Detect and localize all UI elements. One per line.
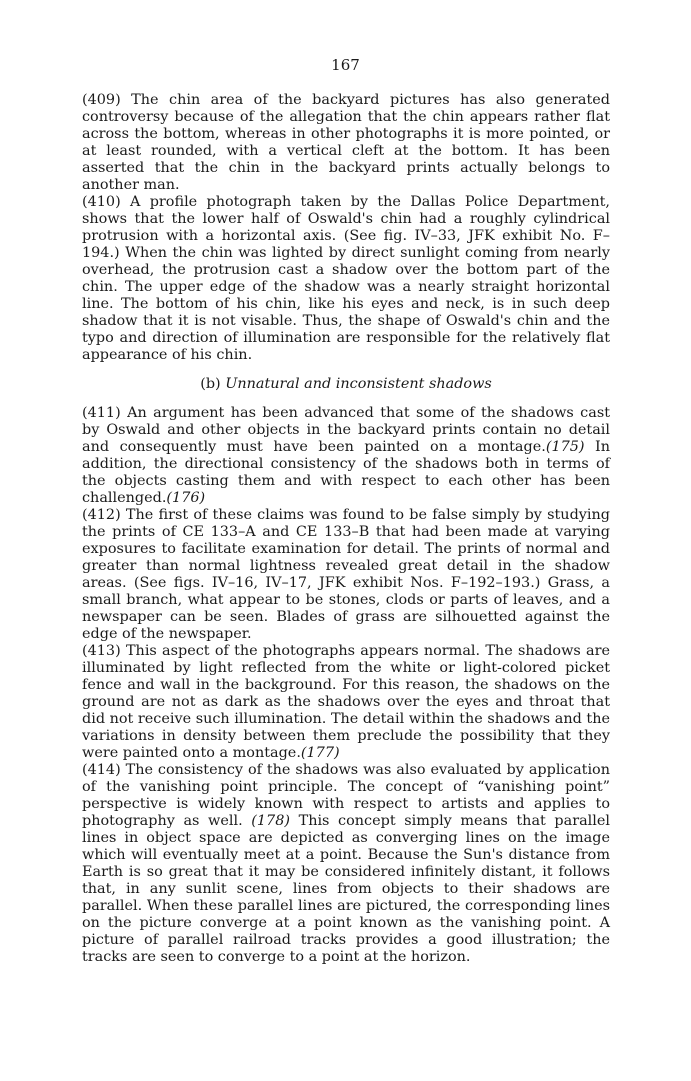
paragraph-number: (413): [82, 643, 121, 659]
body-text: [82, 92, 610, 966]
paragraph-412: [82, 507, 610, 643]
paragraph-410: [82, 194, 610, 364]
paragraph-text: The chin area of the backyard pictures has also generated controversy because of the allegation that the chin appears rather flat across the bottom, whereas in other photographs it is more pointed, or at least rounded, with a vertical cleft at the bottom. It has been asserted that the chin in the backyard prints actually belongs to another man.: [82, 92, 611, 193]
paragraph-text: An argument has been advanced that some of the shadows cast by Oswald and other objects in the backyard prints contain no detail and consequently must have been painted on a montage.: [82, 405, 610, 455]
paragraph-411: [82, 405, 610, 507]
citation: (176): [166, 490, 206, 506]
paragraph-number: (411): [82, 405, 121, 421]
paragraph-text: The consistency of the shadows was also evaluated by application of the vanishing point principle. The concept of “vanishing point” perspective is widely known with respect to artists and applies to photography as well.: [82, 762, 610, 829]
section-heading-title: Unnatural and inconsistent shadows: [225, 376, 492, 392]
paragraph-number: (409): [82, 92, 121, 108]
paragraph-number: (414): [82, 762, 121, 778]
paragraph-text: A profile photograph taken by the Dallas Police Department, shows that the lower half of Oswald's chin had a roughly cylindrical protrusion with a horizontal axis. (See fig. IV–33, JFK exhibit No. F–194.) When the chin was lighted by direct sunlight coming from nearly overhead, the protrusion cast a shadow over the bottom part of the chin. The upper edge of the shadow was a nearly straight horizontal line. The bottom of his chin, like his eyes and neck, is in such deep shadow that it is not visable. Thus, the shape of Oswald's chin and the typo and direction of illumination are responsible for the relatively flat appearance of his chin.: [82, 194, 610, 363]
page-number: 167: [331, 56, 360, 74]
paragraph-text: In addition, the directional consistency of the shadows both in terms of the objects casting them and with respect to each other has been challenged.: [82, 439, 610, 506]
section-heading-label: (b): [200, 376, 221, 392]
paragraph-409: [82, 92, 610, 194]
citation: (177): [300, 745, 340, 761]
paragraph-number: (410): [82, 194, 121, 210]
citation: (178): [251, 813, 290, 829]
paragraph-number: (412): [82, 507, 121, 523]
paragraph-text: The first of these claims was found to be false simply by studying the prints of CE 133–A and CE 133–B that had been made at varying exposures to facilitate examination for detail. The prints of normal and greater than normal lightness revealed great detail in the shadow areas. (See figs. IV–16, IV–17, JFK exhibit Nos. F–192–193.) Grass, a small branch, what appear to be stones, clods or parts of leaves, and a newspaper can be seen. Blades of grass are silhouetted against the edge of the newspaper.: [82, 507, 610, 642]
paragraph-text: This concept simply means that parallel lines in object space are depicted as converging lines on the image which will eventually meet at a point. Because the Sun's distance from Earth is so great that it may be considered infinitely distant, it follows that, in any sunlit scene, lines from objects to their shadows are parallel. When these parallel lines are pictured, the corresponding lines on the picture converge at a point known as the vanishing point. A picture of parallel railroad tracks provides a good illustration; the tracks are seen to converge to a point at the horizon.: [82, 813, 610, 965]
paragraph-413: [82, 643, 610, 762]
paragraph-text: This aspect of the photographs appears normal. The shadows are illuminated by light reflected from the white or light-colored picket fence and wall in the background. For this reason, the shadows on the ground are not as dark as the shadows over the eyes and throat that did not receive such illumination. The detail within the shadows and the variations in density between them preclude the possibility that they were painted onto a montage.: [82, 643, 610, 761]
citation: (175): [545, 439, 585, 455]
section-heading: [82, 376, 610, 393]
paragraph-414: [82, 762, 610, 966]
